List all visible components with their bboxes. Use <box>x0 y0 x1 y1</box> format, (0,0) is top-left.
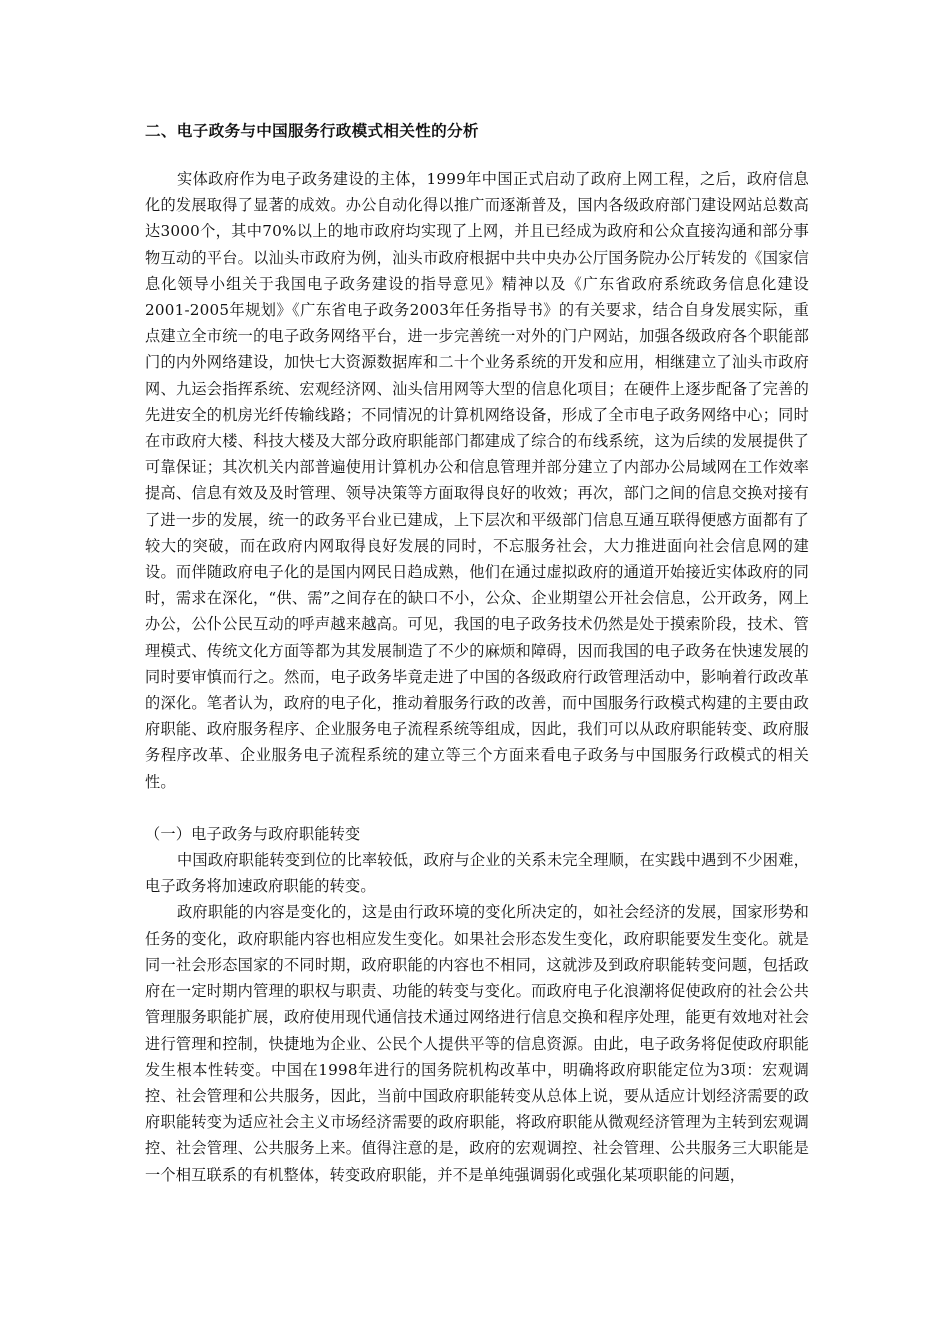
subsection-heading: （一）电子政务与政府职能转变 <box>145 824 361 843</box>
paragraph: 政府职能的内容是变化的，这是由行政环境的变化所决定的，如社会经济的发展，国家形势和任务的变化，政府职能内容也相应发生变化。如果社会形态发生变化，政府职能要发生变化。就是同一社会形态国家的不同时期，政府职能的内容也不相同，这就涉及到政府职能转变问题，包括政府在一定时期内管理的职权与职责、功能的转变与变化。而政府电子化浪潮将促使政府的社会公共管理服务职能扩展，政府使用现代通信技术通过网络进行信息交换和程序处理，能更有效地对社会进行管理和控制，快捷地为企业、公民个人提供平等的信息资源。由此，电子政务将促使政府职能发生根本性转变。中国在1998年进行的国务院机构改革中，明确将政府职能定位为3项：宏观调控、社会管理和公共服务，因此，当前中国政府职能转变从总体上说，要从适应计划经济需要的政府职能转变为适应社会主义市场经济需要的政府职能，将政府职能从微观经济管理为主转到宏观调控、社会管理、公共服务上来。值得注意的是，政府的宏观调控、社会管理、公共服务三大职能是一个相互联系的有机整体，转变政府职能，并不是单纯强调弱化或强化某项职能的问题， <box>145 903 809 1184</box>
document-body <box>145 118 809 1188</box>
paragraph: 实体政府作为电子政务建设的主体，1999年中国正式启动了政府上网工程，之后，政府信息化的发展取得了显著的成效。办公自动化得以推广而逐渐普及，国内各级政府部门建设网站总数高达3000个，其中70%以上的地市政府均实现了上网，并且已经成为政府和公众直接沟通和部分事物互动的平台。以汕头市政府为例，汕头市政府根据中共中央办公厅国务院办公厅转发的《国家信息化领导小组关于我国电子政务建设的指导意见》精神以及《广东省政府系统政务信息化建设2001-2005年规划》《广东省电子政务2003年任务指导书》的有关要求，结合自身发展实际，重点建立全市统一的电子政务网络平台，进一步完善统一对外的门户网站，加强各级政府各个职能部门的内外网络建设，加快七大资源数据库和二十个业务系统的开发和应用，相继建立了汕头市政府网、九运会指挥系统、宏观经济网、汕头信用网等大型的信息化项目；在硬件上逐步配备了完善的先进安全的机房光纤传输线路；不同情况的计算机网络设备，形成了全市电子政务网络中心；同时在市政府大楼、科技大楼及大部分政府职能部门都建成了综合的布线系统，这为后续的发展提供了可靠保证；其次机关内部普遍使用计算机办公和信息管理并部分建立了内部办公局域网在工作效率提高、信息有效及及时管理、领导决策等方面取得良好的收效；再次，部门之间的信息交换对接有了进一步的发展，统一的政务平台业已建成，上下层次和平级部门信息互通互联得便感方面都有了较大的突破，而在政府内网取得良好发展的同时，不忘服务社会，大力推进面向社会信息网的建设。而伴随政府电子化的是国内网民日趋成熟，他们在通过虚拟政府的通道开始接近实体政府的同时，需求在深化，“供、需”之间存在的缺口不小，公众、企业期望公开社会信息，公开政务，网上办公，公仆公民互动的呼声越来越高。可见，我国的电子政务技术仍然是处于摸索阶段，技术、管理模式、传统文化方面等都为其发展制造了不少的麻烦和障碍，因而我国的电子政务在快速发展的同时要审慎而行之。然而，电子政务毕竟走进了中国的各级政府行政管理活动中，影响着行政改革的深化。笔者认为，政府的电子化，推动着服务行政的改善，而中国服务行政模式构建的主要由政府职能、政府服务程序、企业服务电子流程系统等组成，因此，我们可以从政府职能转变、政府服务程序改革、企业服务电子流程系统的建立等三个方面来看电子政务与中国服务行政模式的相关性。 <box>145 170 809 791</box>
paragraph: 中国政府职能转变到位的比率较低，政府与企业的关系未完全理顺，在实践中遇到不少困难，电子政务将加速政府职能的转变。 <box>145 851 809 896</box>
section-heading: 二、电子政务与中国服务行政模式相关性的分析 <box>145 122 479 140</box>
